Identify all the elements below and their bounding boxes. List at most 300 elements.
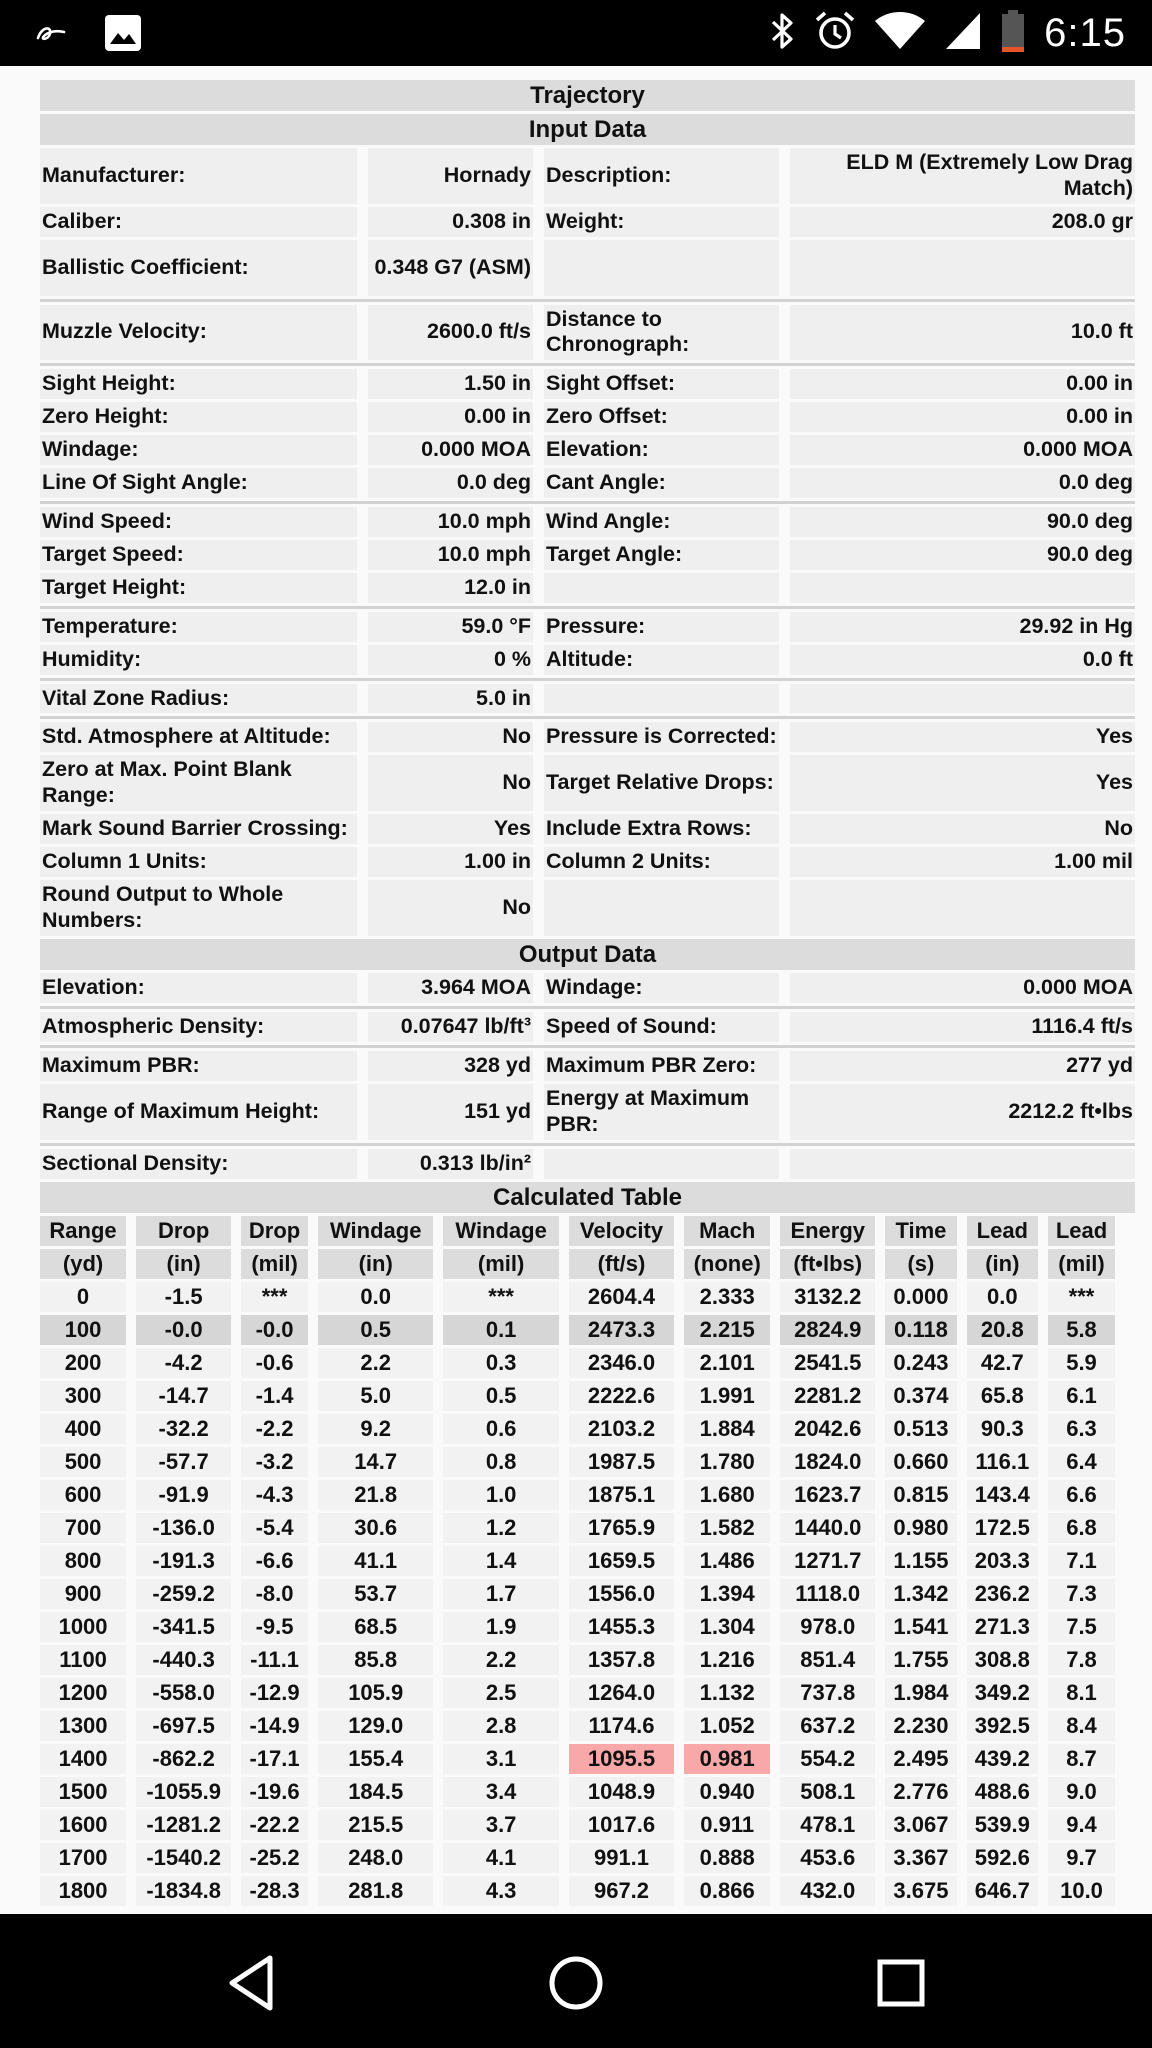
table-row (40, 1810, 1115, 1840)
column-header: Mach (684, 1216, 770, 1246)
table-cell: 3.367 (885, 1843, 956, 1873)
output-row (40, 1006, 1135, 1042)
output-label: Range of Maximum Height: (40, 1084, 357, 1140)
section-title-calculated-table: Calculated Table (40, 1182, 1135, 1213)
table-cell: 1824.0 (780, 1447, 875, 1477)
table-cell: -697.5 (136, 1711, 231, 1741)
column-unit: (in) (318, 1249, 433, 1279)
table-cell: 2.8 (443, 1711, 558, 1741)
column-unit: (yd) (40, 1249, 126, 1279)
table-cell: 1200 (40, 1678, 126, 1708)
table-cell: 281.8 (318, 1876, 433, 1906)
table-cell: -191.3 (136, 1546, 231, 1576)
table-cell: 1659.5 (569, 1546, 674, 1576)
input-value: 59.0 °F (368, 612, 533, 642)
table-cell: 478.1 (780, 1810, 875, 1840)
table-cell: 453.6 (780, 1843, 875, 1873)
table-cell: 1987.5 (569, 1447, 674, 1477)
table-cell: *** (443, 1282, 558, 1312)
table-cell: -1540.2 (136, 1843, 231, 1873)
table-cell: 4.1 (443, 1843, 558, 1873)
input-value: 0.308 in (368, 207, 533, 237)
table-cell: 1100 (40, 1645, 126, 1675)
table-cell: 143.4 (967, 1480, 1038, 1510)
table-row (40, 1447, 1115, 1477)
input-label: Humidity: (40, 645, 357, 675)
input-label: Target Angle: (544, 540, 779, 570)
output-label: Atmospheric Density: (40, 1012, 357, 1042)
table-cell: 116.1 (967, 1447, 1038, 1477)
table-cell: 9.4 (1048, 1810, 1115, 1840)
table-cell: 10.0 (1048, 1876, 1115, 1906)
table-cell: 1.132 (684, 1678, 770, 1708)
output-label: Maximum PBR Zero: (544, 1051, 779, 1081)
table-cell: 2.215 (684, 1315, 770, 1345)
input-row (40, 645, 1135, 675)
input-row (40, 755, 1135, 811)
table-cell: -57.7 (136, 1447, 231, 1477)
table-cell: 8.1 (1048, 1678, 1115, 1708)
output-row (40, 973, 1135, 1003)
input-value: 0.0 ft (790, 645, 1135, 675)
table-cell: 1556.0 (569, 1579, 674, 1609)
output-value: 3.964 MOA (368, 973, 533, 1003)
section-title-trajectory: Trajectory (40, 80, 1135, 111)
input-row (40, 847, 1135, 877)
input-value: 1.00 in (368, 847, 533, 877)
column-unit: (ft•lbs) (780, 1249, 875, 1279)
table-row (40, 1414, 1115, 1444)
table-cell: 248.0 (318, 1843, 433, 1873)
input-value: 10.0 mph (368, 507, 533, 537)
input-label: Sight Height: (40, 369, 357, 399)
input-value: 5.0 in (368, 684, 533, 714)
column-header: Windage (443, 1216, 558, 1246)
table-row (40, 1546, 1115, 1576)
table-cell: 7.8 (1048, 1645, 1115, 1675)
home-icon[interactable] (541, 1948, 611, 2018)
table-cell: 1765.9 (569, 1513, 674, 1543)
table-cell: 1623.7 (780, 1480, 875, 1510)
table-cell: 0.5 (318, 1315, 433, 1345)
input-value: 208.0 gr (790, 207, 1135, 237)
table-cell: 7.3 (1048, 1579, 1115, 1609)
recents-icon[interactable] (866, 1948, 936, 2018)
cell-signal-icon (944, 11, 982, 56)
table-cell: 0.0 (967, 1282, 1038, 1312)
column-header: Drop (136, 1216, 231, 1246)
table-cell: 0.940 (684, 1777, 770, 1807)
table-cell: 0.6 (443, 1414, 558, 1444)
table-cell: 90.3 (967, 1414, 1038, 1444)
table-cell: 349.2 (967, 1678, 1038, 1708)
table-cell: -5.4 (241, 1513, 308, 1543)
table-cell: 851.4 (780, 1645, 875, 1675)
table-cell: 1264.0 (569, 1678, 674, 1708)
table-cell: 42.7 (967, 1348, 1038, 1378)
table-cell: -17.1 (241, 1744, 308, 1774)
column-header: Lead (967, 1216, 1038, 1246)
input-label: Distance to Chronograph: (544, 305, 779, 361)
input-label: Windage: (40, 435, 357, 465)
input-label: Column 2 Units: (544, 847, 779, 877)
table-cell: 2281.2 (780, 1381, 875, 1411)
table-cell: 1.052 (684, 1711, 770, 1741)
input-label (544, 880, 779, 936)
table-cell: 271.3 (967, 1612, 1038, 1642)
table-cell: 3.4 (443, 1777, 558, 1807)
input-value: 10.0 ft (790, 305, 1135, 361)
table-cell: 500 (40, 1447, 126, 1477)
table-cell: 1000 (40, 1612, 126, 1642)
table-cell: -259.2 (136, 1579, 231, 1609)
table-row (40, 1843, 1115, 1873)
input-value (790, 573, 1135, 603)
table-cell: 1.2 (443, 1513, 558, 1543)
table-cell: 1.984 (885, 1678, 956, 1708)
input-label (544, 240, 779, 296)
table-header-row (40, 1216, 1115, 1246)
column-header: Drop (241, 1216, 308, 1246)
table-cell: 2222.6 (569, 1381, 674, 1411)
column-unit: (ft/s) (569, 1249, 674, 1279)
output-row (40, 1045, 1135, 1081)
table-cell: 1440.0 (780, 1513, 875, 1543)
input-value: 12.0 in (368, 573, 533, 603)
table-cell: -1834.8 (136, 1876, 231, 1906)
column-header: Time (885, 1216, 956, 1246)
table-cell: -32.2 (136, 1414, 231, 1444)
input-label: Include Extra Rows: (544, 814, 779, 844)
table-row (40, 1348, 1115, 1378)
table-cell: 3.1 (443, 1744, 558, 1774)
table-cell: -11.1 (241, 1645, 308, 1675)
table-cell: 0.513 (885, 1414, 956, 1444)
output-row (40, 1143, 1135, 1179)
table-cell: 3132.2 (780, 1282, 875, 1312)
table-cell: -4.3 (241, 1480, 308, 1510)
input-label: Caliber: (40, 207, 357, 237)
table-cell: -22.2 (241, 1810, 308, 1840)
column-unit: (none) (684, 1249, 770, 1279)
input-label: Muzzle Velocity: (40, 305, 357, 361)
table-row (40, 1711, 1115, 1741)
table-cell: 646.7 (967, 1876, 1038, 1906)
table-cell: 1.216 (684, 1645, 770, 1675)
table-cell: -9.5 (241, 1612, 308, 1642)
table-row (40, 1678, 1115, 1708)
table-cell: 0.660 (885, 1447, 956, 1477)
input-label: Wind Speed: (40, 507, 357, 537)
table-cell: 1800 (40, 1876, 126, 1906)
input-value: 0.0 deg (790, 468, 1135, 498)
table-cell: -12.9 (241, 1678, 308, 1708)
table-cell: 53.7 (318, 1579, 433, 1609)
status-time: 6:15 (1044, 10, 1126, 55)
output-label (544, 1149, 779, 1179)
table-cell: 203.3 (967, 1546, 1038, 1576)
input-row (40, 402, 1135, 432)
table-cell: 2541.5 (780, 1348, 875, 1378)
table-cell: 2824.9 (780, 1315, 875, 1345)
table-cell: 592.6 (967, 1843, 1038, 1873)
table-cell: 1174.6 (569, 1711, 674, 1741)
input-label: Zero Height: (40, 402, 357, 432)
input-label: Altitude: (544, 645, 779, 675)
table-row (40, 1315, 1115, 1345)
input-row (40, 716, 1135, 752)
input-value: 0.00 in (790, 369, 1135, 399)
table-cell: 1271.7 (780, 1546, 875, 1576)
table-cell: 0.866 (684, 1876, 770, 1906)
table-cell: 6.4 (1048, 1447, 1115, 1477)
column-header: Energy (780, 1216, 875, 1246)
column-unit: (s) (885, 1249, 956, 1279)
table-cell: 600 (40, 1480, 126, 1510)
input-label: Target Height: (40, 573, 357, 603)
table-cell: 0.888 (684, 1843, 770, 1873)
table-cell: 2.101 (684, 1348, 770, 1378)
input-row (40, 573, 1135, 603)
input-value: 10.0 mph (368, 540, 533, 570)
table-cell: *** (1048, 1282, 1115, 1312)
column-unit: (mil) (241, 1249, 308, 1279)
input-label: Manufacturer: (40, 148, 357, 204)
input-label: Wind Angle: (544, 507, 779, 537)
input-label: Zero at Max. Point Blank Range: (40, 755, 357, 811)
output-label: Maximum PBR: (40, 1051, 357, 1081)
table-cell: 1095.5 (569, 1744, 674, 1774)
column-unit: (in) (136, 1249, 231, 1279)
wifi-icon (874, 11, 926, 56)
column-unit: (in) (967, 1249, 1038, 1279)
table-cell: -1.4 (241, 1381, 308, 1411)
input-label: Ballistic Coefficient: (40, 240, 357, 296)
table-cell: 1.486 (684, 1546, 770, 1576)
table-cell: 129.0 (318, 1711, 433, 1741)
table-cell: -28.3 (241, 1876, 308, 1906)
back-icon[interactable] (218, 1948, 288, 2018)
table-cell: 2604.4 (569, 1282, 674, 1312)
table-cell: 1.394 (684, 1579, 770, 1609)
table-cell: 0.1 (443, 1315, 558, 1345)
column-header: Range (40, 1216, 126, 1246)
input-label: Pressure: (544, 612, 779, 642)
table-row (40, 1513, 1115, 1543)
table-cell: 0.000 (885, 1282, 956, 1312)
section-title-input-data: Input Data (40, 114, 1135, 145)
input-value: 2600.0 ft/s (368, 305, 533, 361)
input-value: 0 % (368, 645, 533, 675)
input-label: Pressure is Corrected: (544, 722, 779, 752)
input-row (40, 501, 1135, 537)
table-cell: -19.6 (241, 1777, 308, 1807)
table-cell: 105.9 (318, 1678, 433, 1708)
table-cell: -2.2 (241, 1414, 308, 1444)
table-cell: 0.5 (443, 1381, 558, 1411)
input-row (40, 148, 1135, 204)
table-cell: 1.755 (885, 1645, 956, 1675)
table-cell: -14.9 (241, 1711, 308, 1741)
table-cell: 2.333 (684, 1282, 770, 1312)
input-row (40, 678, 1135, 714)
table-cell: 200 (40, 1348, 126, 1378)
table-cell: -1.5 (136, 1282, 231, 1312)
table-cell: 0.8 (443, 1447, 558, 1477)
table-cell: -862.2 (136, 1744, 231, 1774)
table-cell: -558.0 (136, 1678, 231, 1708)
table-cell: 0.911 (684, 1810, 770, 1840)
input-value: 0.348 G7 (ASM) (368, 240, 533, 296)
output-value: 0.000 MOA (790, 973, 1135, 1003)
table-cell: -1281.2 (136, 1810, 231, 1840)
table-row (40, 1282, 1115, 1312)
table-cell: 1.9 (443, 1612, 558, 1642)
output-value: 328 yd (368, 1051, 533, 1081)
table-cell: 2.495 (885, 1744, 956, 1774)
table-cell: -1055.9 (136, 1777, 231, 1807)
input-value: No (368, 880, 533, 936)
output-value: 2212.2 ft•lbs (790, 1084, 1135, 1140)
table-cell: 900 (40, 1579, 126, 1609)
table-row (40, 1777, 1115, 1807)
input-value: Yes (790, 755, 1135, 811)
table-cell: 0.118 (885, 1315, 956, 1345)
input-label: Sight Offset: (544, 369, 779, 399)
table-cell: 432.0 (780, 1876, 875, 1906)
input-label: Elevation: (544, 435, 779, 465)
table-cell: 2.5 (443, 1678, 558, 1708)
table-row (40, 1579, 1115, 1609)
table-cell: 1.991 (684, 1381, 770, 1411)
table-cell: 1357.8 (569, 1645, 674, 1675)
table-cell: 1.582 (684, 1513, 770, 1543)
table-cell: 1400 (40, 1744, 126, 1774)
table-cell: 7.5 (1048, 1612, 1115, 1642)
input-value: 29.92 in Hg (790, 612, 1135, 642)
input-label: Mark Sound Barrier Crossing: (40, 814, 357, 844)
table-cell: 9.0 (1048, 1777, 1115, 1807)
table-cell: -136.0 (136, 1513, 231, 1543)
input-row (40, 468, 1135, 498)
input-value: 0.0 deg (368, 468, 533, 498)
input-value: No (368, 755, 533, 811)
column-header: Lead (1048, 1216, 1115, 1246)
section-title-output-data: Output Data (40, 939, 1135, 970)
input-label: Round Output to Whole Numbers: (40, 880, 357, 936)
table-cell: 2346.0 (569, 1348, 674, 1378)
table-cell: -440.3 (136, 1645, 231, 1675)
table-cell: 1455.3 (569, 1612, 674, 1642)
column-unit: (mil) (1048, 1249, 1115, 1279)
table-cell: -3.2 (241, 1447, 308, 1477)
input-label: Vital Zone Radius: (40, 684, 357, 714)
input-value: 1.50 in (368, 369, 533, 399)
input-value: 90.0 deg (790, 540, 1135, 570)
input-value: Yes (790, 722, 1135, 752)
table-cell: 9.7 (1048, 1843, 1115, 1873)
table-cell: 1600 (40, 1810, 126, 1840)
input-value (790, 240, 1135, 296)
table-cell: 1.304 (684, 1612, 770, 1642)
table-cell: 0.980 (885, 1513, 956, 1543)
table-cell: 1300 (40, 1711, 126, 1741)
table-cell: 65.8 (967, 1381, 1038, 1411)
web-content[interactable] (0, 66, 1152, 1914)
input-label: Target Speed: (40, 540, 357, 570)
table-cell: 637.2 (780, 1711, 875, 1741)
table-cell: 488.6 (967, 1777, 1038, 1807)
table-cell: 1875.1 (569, 1480, 674, 1510)
input-value (790, 684, 1135, 714)
table-cell: -6.6 (241, 1546, 308, 1576)
alarm-icon (814, 10, 856, 57)
table-cell: 236.2 (967, 1579, 1038, 1609)
table-cell: 1.0 (443, 1480, 558, 1510)
input-value: 0.00 in (790, 402, 1135, 432)
table-cell: 1.884 (684, 1414, 770, 1444)
input-label: Description: (544, 148, 779, 204)
table-cell: 5.8 (1048, 1315, 1115, 1345)
input-value: 1.00 mil (790, 847, 1135, 877)
table-cell: 100 (40, 1315, 126, 1345)
table-cell: 991.1 (569, 1843, 674, 1873)
table-cell: 300 (40, 1381, 126, 1411)
table-cell: 68.5 (318, 1612, 433, 1642)
table-cell: 1048.9 (569, 1777, 674, 1807)
input-value: 0.000 MOA (368, 435, 533, 465)
input-label: Temperature: (40, 612, 357, 642)
table-cell: 3.675 (885, 1876, 956, 1906)
table-cell: 967.2 (569, 1876, 674, 1906)
table-cell: 30.6 (318, 1513, 433, 1543)
image-notification-icon (104, 14, 142, 57)
table-cell: -14.7 (136, 1381, 231, 1411)
table-cell: 6.1 (1048, 1381, 1115, 1411)
table-cell: 1.780 (684, 1447, 770, 1477)
table-row (40, 1744, 1115, 1774)
table-cell: 439.2 (967, 1744, 1038, 1774)
table-cell: 215.5 (318, 1810, 433, 1840)
table-cell: 6.8 (1048, 1513, 1115, 1543)
input-label: Cant Angle: (544, 468, 779, 498)
table-cell: 0 (40, 1282, 126, 1312)
input-value: ELD M (Extremely Low Drag Match) (790, 148, 1135, 204)
table-cell: 1.7 (443, 1579, 558, 1609)
table-cell: 0.981 (684, 1744, 770, 1774)
table-cell: 554.2 (780, 1744, 875, 1774)
bluetooth-icon (770, 11, 796, 56)
battery-icon (1000, 9, 1026, 58)
input-value (790, 880, 1135, 936)
column-unit: (mil) (443, 1249, 558, 1279)
table-header-row (40, 1249, 1115, 1279)
input-value: No (368, 722, 533, 752)
table-cell: 1118.0 (780, 1579, 875, 1609)
output-value: 0.313 lb/in² (368, 1149, 533, 1179)
input-label: Target Relative Drops: (544, 755, 779, 811)
table-cell: -341.5 (136, 1612, 231, 1642)
input-row (40, 207, 1135, 237)
table-cell: 4.3 (443, 1876, 558, 1906)
table-cell: 3.7 (443, 1810, 558, 1840)
output-value (790, 1149, 1135, 1179)
table-cell: 85.8 (318, 1645, 433, 1675)
notification-glyph-icon (34, 16, 68, 55)
output-value: 277 yd (790, 1051, 1135, 1081)
status-bar (0, 0, 1152, 66)
table-cell: 308.8 (967, 1645, 1038, 1675)
